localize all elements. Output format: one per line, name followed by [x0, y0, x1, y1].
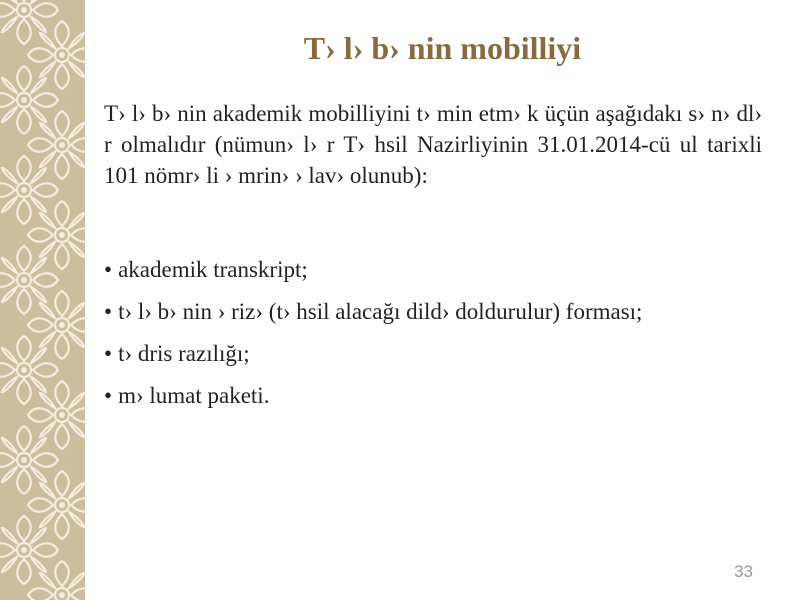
slide-title: T› l› b› nin mobilliyi: [303, 30, 582, 66]
list-item: [104, 254, 762, 285]
list-item-text: t› l› b› nin › riz› (t› hsil alacağı dild› doldurulur) forması;: [118, 299, 643, 324]
bullet-list: [104, 254, 762, 411]
list-item-text: akademik transkript;: [118, 257, 308, 282]
page-number: 33: [734, 562, 753, 581]
list-item: [104, 338, 762, 369]
bullet-icon: •: [104, 341, 113, 366]
floral-ornament-icon: [0, 0, 85, 600]
decorative-sidebar: [0, 0, 85, 600]
bullet-icon: •: [104, 299, 113, 324]
list-item-text: t› dris razılığı;: [118, 341, 250, 366]
list-item: [104, 380, 762, 411]
list-item: [104, 296, 762, 327]
slide-body: [104, 98, 762, 422]
intro-paragraph: T› l› b› nin akademik mobilliyini t› min etm› k üçün aşağıdakı s› n› dl› r olmalıdır (nümun› l› r T› hsil Nazirliyinin 31.01.2014-cü ul tarixli 101 nömr› li › mrin› › lav› olunub):: [104, 101, 762, 188]
bullet-icon: •: [104, 383, 113, 408]
list-item-text: m› lumat paketi.: [118, 383, 270, 408]
bullet-icon: •: [104, 257, 113, 282]
